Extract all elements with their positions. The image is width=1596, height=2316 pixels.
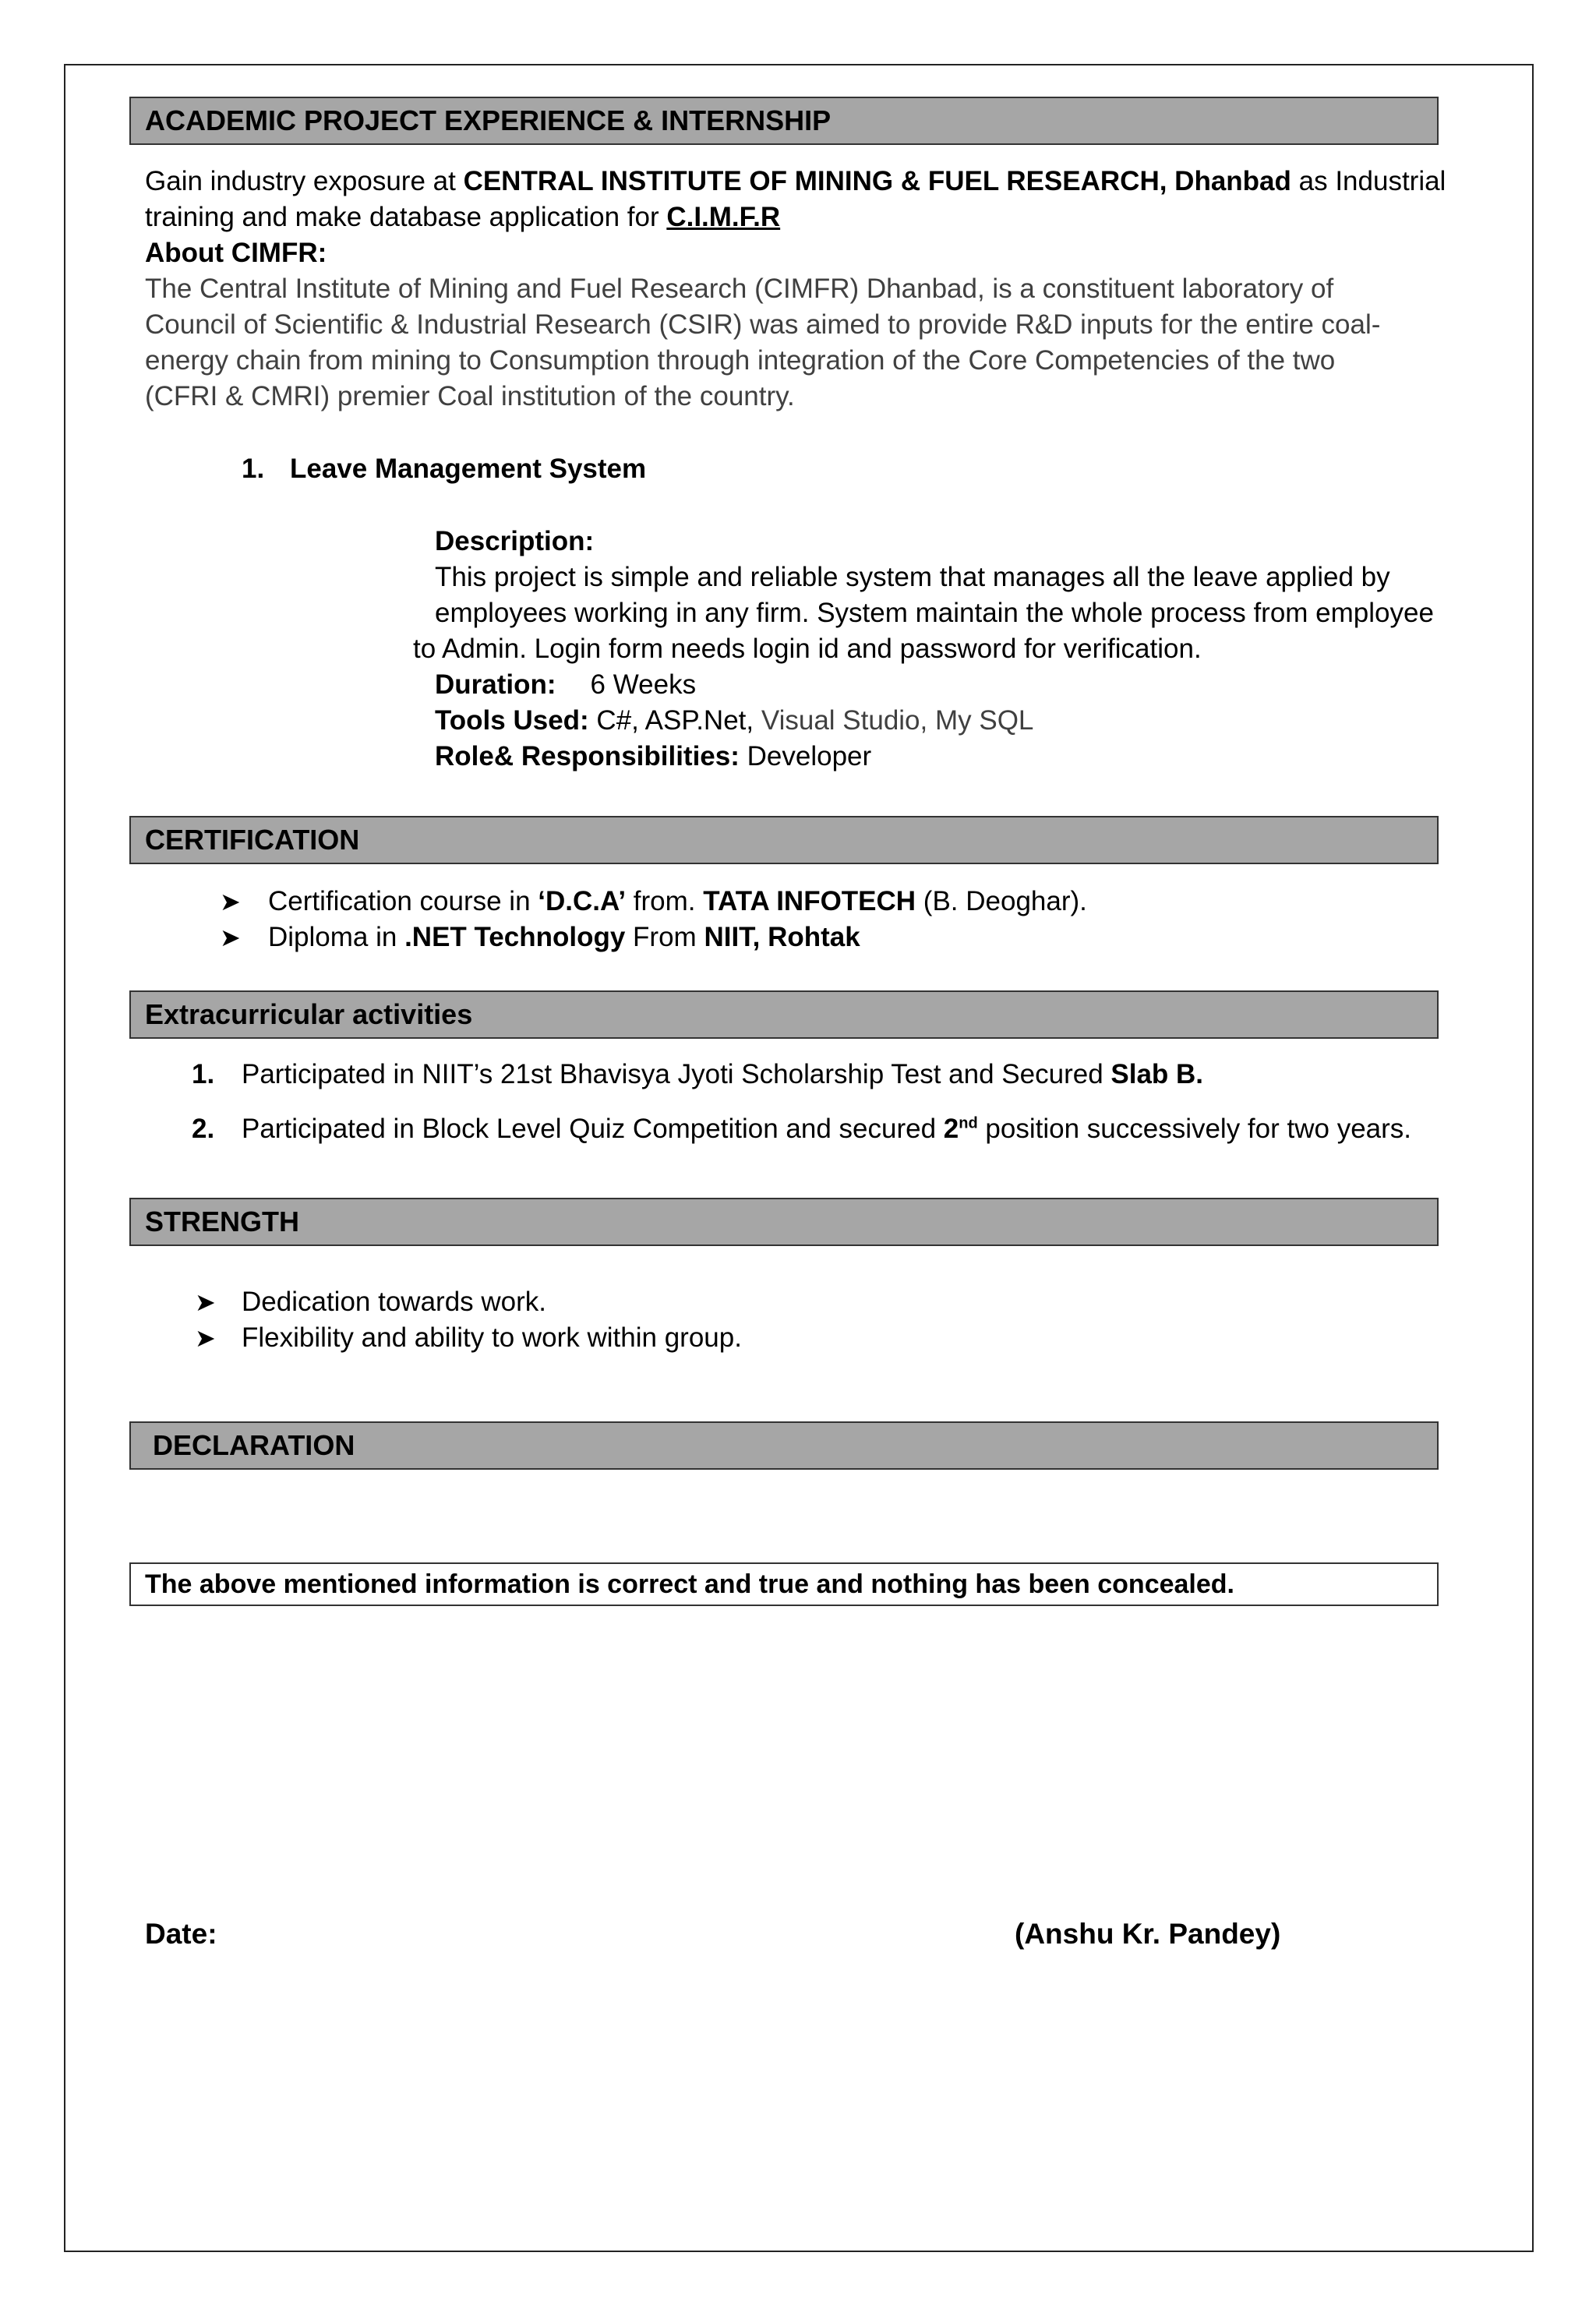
date-label: Date: bbox=[145, 1918, 217, 1950]
academic-intro-line1: Gain industry exposure at CENTRAL INSTITUTE OF MINING & FUEL RESEARCH, Dhanbad as Industrial bbox=[145, 166, 1446, 196]
tools-label: Tools Used: bbox=[435, 705, 589, 736]
organization-abbrev: C.I.M.F.R bbox=[666, 202, 781, 232]
role-value: Developer bbox=[739, 741, 872, 771]
certification-item: Certification course in ‘D.C.A’ from. TATA INFOTECH (B. Deoghar). bbox=[268, 886, 1087, 916]
description-heading: Description: bbox=[435, 526, 595, 556]
strength-item: Flexibility and ability to work within group. bbox=[242, 1322, 742, 1353]
duration-label: Duration: bbox=[435, 669, 556, 700]
signature-name: (Anshu Kr. Pandey) bbox=[1015, 1918, 1281, 1950]
tools-row: Tools Used: C#, ASP.Net, Visual Studio, My SQL bbox=[435, 705, 1034, 736]
arrowhead-bullet-icon: ➤ bbox=[220, 888, 241, 916]
arrowhead-bullet-icon: ➤ bbox=[195, 1324, 216, 1352]
strength-item: Dedication towards work. bbox=[242, 1287, 546, 1317]
activity-number: 1. bbox=[192, 1059, 215, 1089]
activity-item: Participated in Block Level Quiz Competition and secured 2nd position successively for two years. bbox=[242, 1114, 1411, 1144]
intro-organization: CENTRAL INSTITUTE OF MINING & FUEL RESEARCH, Dhanbad bbox=[463, 166, 1291, 196]
duration-row bbox=[435, 667, 696, 703]
arrowhead-bullet-icon: ➤ bbox=[195, 1288, 216, 1316]
section-header-extracurricular: Extracurricular activities bbox=[129, 990, 1439, 1039]
section-header-strength: STRENGTH bbox=[129, 1198, 1439, 1246]
project-title: Leave Management System bbox=[290, 454, 647, 484]
section-header-declaration: DECLARATION bbox=[129, 1421, 1439, 1470]
role-label: Role& Responsibilities: bbox=[435, 741, 740, 771]
description-line: This project is simple and reliable system that manages all the leave applied by bbox=[435, 562, 1390, 592]
about-line: The Central Institute of Mining and Fuel Research (CIMFR) Dhanbad, is a constituent laboratory of bbox=[145, 274, 1334, 304]
duration-value: 6 Weeks bbox=[590, 669, 697, 700]
arrowhead-bullet-icon: ➤ bbox=[220, 923, 241, 951]
declaration-statement: The above mentioned information is correct and true and nothing has been concealed. bbox=[129, 1562, 1439, 1606]
role-row bbox=[435, 739, 871, 775]
certification-item: Diploma in .NET Technology From NIIT, Rohtak bbox=[268, 922, 860, 952]
description-line: to Admin. Login form needs login id and password for verification. bbox=[413, 634, 1202, 664]
academic-intro-line2: training and make database application for C.I.M.F.R bbox=[145, 202, 781, 232]
activity-number: 2. bbox=[192, 1114, 215, 1144]
about-line: energy chain from mining to Consumption through integration of the Core Competencies of the two bbox=[145, 345, 1336, 376]
project-number: 1. bbox=[242, 454, 265, 484]
description-line: employees working in any firm. System maintain the whole process from employee bbox=[435, 598, 1434, 628]
about-line: (CFRI & CMRI) premier Coal institution of the country. bbox=[145, 381, 795, 411]
section-header-academic: ACADEMIC PROJECT EXPERIENCE & INTERNSHIP bbox=[129, 97, 1439, 145]
section-header-certification: CERTIFICATION bbox=[129, 816, 1439, 864]
about-line: Council of Scientific & Industrial Research (CSIR) was aimed to provide R&D inputs for the entire coal- bbox=[145, 309, 1381, 340]
activity-item: Participated in NIIT’s 21st Bhavisya Jyoti Scholarship Test and Secured Slab B. bbox=[242, 1059, 1204, 1089]
about-heading: About CIMFR: bbox=[145, 238, 327, 268]
